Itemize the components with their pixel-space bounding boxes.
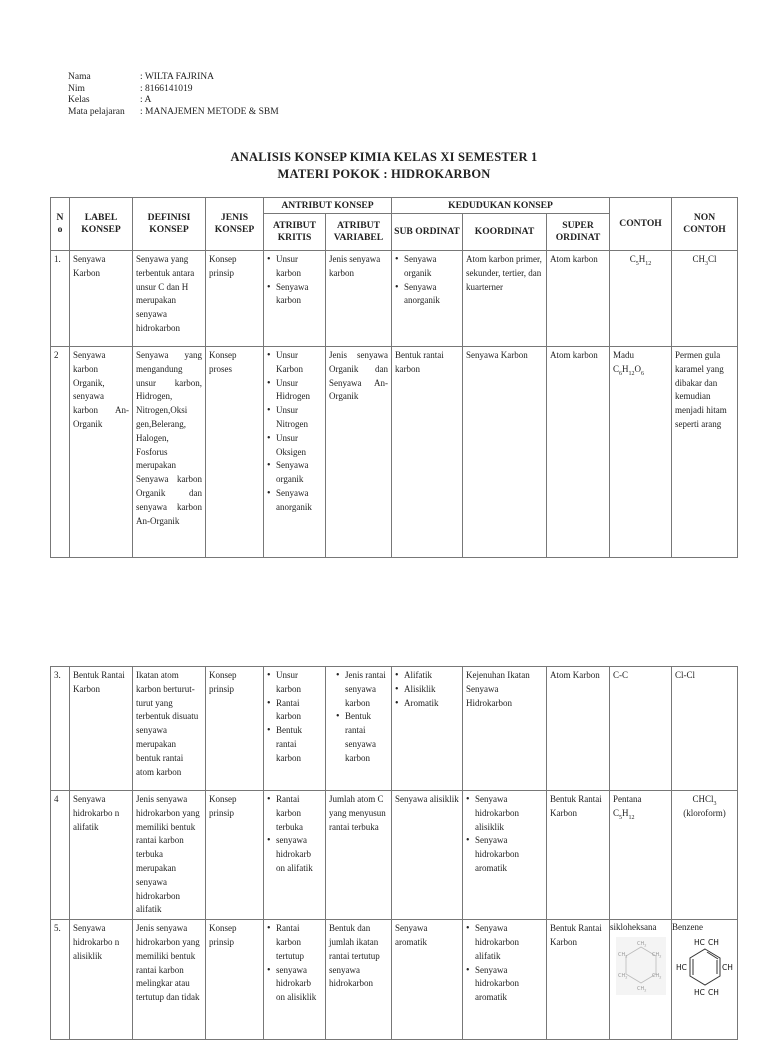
cell-kritis <box>264 251 326 347</box>
cell-definisi: Senyawa yang terbentuk antara unsur C dan H merupakan senyawa hidrokarbon <box>133 251 206 347</box>
student-info <box>68 72 279 118</box>
cell-jenis: Konsep prinsip <box>206 920 264 1040</box>
mol-atom-label: $CH_2$ <box>636 940 646 948</box>
table-row <box>51 667 738 791</box>
cell-variabel: Jumlah atom C yang menyusun rantai terbuka <box>326 791 392 920</box>
table-row <box>51 347 738 558</box>
class-label: Kelas <box>68 95 90 105</box>
cell-label: Senyawa karbon Organik, senyawa karbon An-Organik <box>70 347 133 558</box>
cell-jenis: Konsep prinsip <box>206 791 264 920</box>
header-label: LABEL KONSEP <box>70 198 133 251</box>
cell-sub <box>392 667 463 791</box>
mol-atom-label: $CH_2$ <box>617 972 627 980</box>
cyclohexane-structure-icon <box>616 937 666 995</box>
contoh-label: sikloheksana <box>610 922 657 933</box>
list-item: • Bentuk rantai karbon <box>276 724 322 765</box>
list-item: • Alisiklik <box>404 683 459 697</box>
cell-non-contoh: CHCl$_3$ (kloroform) <box>672 791 738 920</box>
cell-label: Senyawa hidrokarbo n alifatik <box>70 791 133 920</box>
cell-contoh: C-C <box>610 667 672 791</box>
cell-definisi: Jenis senyawa hidrokarbon yang memiliki bentuk rantai karbon terbuka merupakan senyawa hidrokarbon alifatik <box>133 791 206 920</box>
cell-definisi: Senyawa yang mengandung unsur karbon, Hidrogen, Nitrogen,Oksi gen,Belerang, Halogen, Fosforus merupakan Senyawa karbon Organik dan senyawa karbon An-Organik <box>133 347 206 558</box>
cell-no: 5. <box>51 920 70 1040</box>
cell-non-contoh: Permen gula karamel yang dibakar dan kemudian menjadi hitam seperti arang <box>672 347 738 558</box>
document-subtitle: MATERI POKOK : HIDROKARBON <box>277 167 491 181</box>
cell-koordinat: Atom karbon primer, sekunder, tertier, dan kuarterner <box>463 251 547 347</box>
table-row <box>51 791 738 920</box>
cell-sub: Senyawa aromatik <box>392 920 463 1040</box>
cell-koordinat <box>463 920 547 1040</box>
cell-non-contoh: Cl-Cl <box>672 667 738 791</box>
mol-atom-label: CH <box>721 962 733 972</box>
document-title: ANALISIS KONSEP KIMIA KELAS XI SEMESTER 1 <box>230 150 538 164</box>
cell-jenis: Konsep prinsip <box>206 667 264 791</box>
list-item: • Unsur Hidrogen <box>276 377 322 405</box>
cell-variabel: Jenis senyawa karbon <box>326 251 392 347</box>
header-kritis: ATRIBUT KRITIS <box>264 214 326 251</box>
mol-atom-label: $CH_2$ <box>636 985 646 993</box>
list-item: • Senyawa organik <box>276 459 322 487</box>
list-item: • Bentuk rantai senyawa karbon <box>345 710 388 765</box>
cell-no: 2 <box>51 347 70 558</box>
list-item: • Senyawa organik <box>404 253 459 281</box>
cell-no: 4 <box>51 791 70 920</box>
cell-jenis: Konsep proses <box>206 347 264 558</box>
cell-definisi: Ikatan atom karbon berturut-turut yang terbentuk disuatu senyawa merupakan bentuk rantai atom karbon <box>133 667 206 791</box>
mol-atom-label: HC <box>693 987 705 997</box>
cell-sub <box>392 251 463 347</box>
list-item: • Rantai karbon terbuka <box>276 793 322 834</box>
non-contoh-label: Benzene <box>672 922 703 933</box>
cell-no: 3. <box>51 667 70 791</box>
header-jenis: JENIS KONSEP <box>206 198 264 251</box>
concept-table-part1 <box>50 197 738 558</box>
cell-super: Atom karbon <box>547 347 610 558</box>
list-item: • Senyawa hidrokarbon aromatik <box>475 964 543 1005</box>
header-definisi: DEFINISI KONSEP <box>133 198 206 251</box>
header-atribut: ANTRIBUT KONSEP <box>264 198 392 214</box>
cell-non-contoh <box>672 920 738 1040</box>
benzene-structure-icon <box>675 937 735 999</box>
list-item: • Senyawa anorganik <box>404 281 459 309</box>
mol-atom-label: $CH_2$ <box>651 951 661 959</box>
list-item: • Rantai karbon <box>276 697 322 725</box>
cell-variabel: Jenis senyawa Organik dan Senyawa An-Organik <box>326 347 392 558</box>
name-label: Nama <box>68 72 91 82</box>
cell-kritis <box>264 791 326 920</box>
mol-atom-label: $CH_2$ <box>651 972 661 980</box>
header-no: N o <box>51 198 70 251</box>
header-variabel: ATRIBUT VARIABEL <box>326 214 392 251</box>
list-item: • Unsur Karbon <box>276 349 322 377</box>
header-non-contoh: NON CONTOH <box>672 198 738 251</box>
cell-kritis <box>264 920 326 1040</box>
cell-contoh <box>610 920 672 1040</box>
nim-value: : 8166141019 <box>140 83 193 94</box>
list-item: • Senyawa hidrokarbon alifatik <box>475 922 543 963</box>
nim-label: Nim <box>68 83 85 94</box>
header-contoh: CONTOH <box>610 198 672 251</box>
cell-jenis: Konsep prinsip <box>206 251 264 347</box>
cell-super: Bentuk Rantai Karbon <box>547 920 610 1040</box>
cell-contoh: $C_5H_{12}$ <box>610 251 672 347</box>
list-item: • Senyawa anorganik <box>276 487 322 515</box>
list-item: • Senyawa hidrokarbon aromatik <box>475 834 543 875</box>
cell-contoh: Pentana $C_5H_{12}$ <box>610 791 672 920</box>
cell-super: Bentuk Rantai Karbon <box>547 791 610 920</box>
name-value: : WILTA FAJRINA <box>140 72 215 82</box>
list-item: • Aromatik <box>404 697 459 711</box>
list-item: • Rantai karbon tertutup <box>276 922 322 963</box>
header-koordinat: KOORDINAT <box>463 214 547 251</box>
cell-non-contoh: $CH_3Cl$ <box>672 251 738 347</box>
list-item: • Unsur Oksigen <box>276 432 322 460</box>
list-item: • Unsur karbon <box>276 253 322 281</box>
header-sub: SUB ORDINAT <box>392 214 463 251</box>
table-row <box>51 251 738 347</box>
list-item: • senyawa hidrokarb on alifatik <box>276 834 322 875</box>
mol-atom-label: HC <box>675 962 687 972</box>
cell-super: Atom Karbon <box>547 667 610 791</box>
cell-koordinat: Kejenuhan Ikatan Senyawa Hidrokarbon <box>463 667 547 791</box>
cell-sub: Senyawa alisiklik <box>392 791 463 920</box>
mol-atom-label: $CH_2$ <box>617 951 627 959</box>
cell-label: Bentuk Rantai Karbon <box>70 667 133 791</box>
concept-table-part2 <box>50 666 738 1040</box>
mol-atom-label: CH <box>707 987 719 997</box>
cell-no: 1. <box>51 251 70 347</box>
list-item: • Senyawa karbon <box>276 281 322 309</box>
cell-super: Atom karbon <box>547 251 610 347</box>
cell-label: Senyawa Karbon <box>70 251 133 347</box>
header-super: SUPER ORDINAT <box>547 214 610 251</box>
header-kedudukan: KEDUDUKAN KONSEP <box>392 198 610 214</box>
table-row <box>51 920 738 1040</box>
list-item: • Senyawa hidrokarbon alisiklik <box>475 793 543 834</box>
list-item: • Alifatik <box>404 669 459 683</box>
cell-contoh: Madu $C_6H_{12}O_6$ <box>610 347 672 558</box>
cell-variabel: Bentuk dan jumlah ikatan rantai tertutup senyawa hidrokarbon <box>326 920 392 1040</box>
cell-kritis <box>264 347 326 558</box>
list-item: • Unsur Nitrogen <box>276 404 322 432</box>
cell-label: Senyawa hidrokarbo n alisiklik <box>70 920 133 1040</box>
cell-koordinat <box>463 791 547 920</box>
cell-kritis <box>264 667 326 791</box>
subject-label: Mata pelajaran <box>68 106 125 117</box>
list-item: • Unsur karbon <box>276 669 322 697</box>
cell-koordinat: Senyawa Karbon <box>463 347 547 558</box>
cell-sub: Bentuk rantai karbon <box>392 347 463 558</box>
mol-atom-label: HC <box>693 937 705 947</box>
list-item: • senyawa hidrokarb on alisiklik <box>276 964 322 1005</box>
list-item: • Jenis rantai senyawa karbon <box>345 669 388 710</box>
cell-definisi: Jenis senyawa hidrokarbon yang memiliki bentuk rantai karbon melingkar atau tertutup dan tidak <box>133 920 206 1040</box>
mol-atom-label: CH <box>707 937 719 947</box>
cell-variabel <box>326 667 392 791</box>
subject-value: : MANAJEMEN METODE & SBM <box>140 106 279 117</box>
class-value: : A <box>140 95 152 105</box>
